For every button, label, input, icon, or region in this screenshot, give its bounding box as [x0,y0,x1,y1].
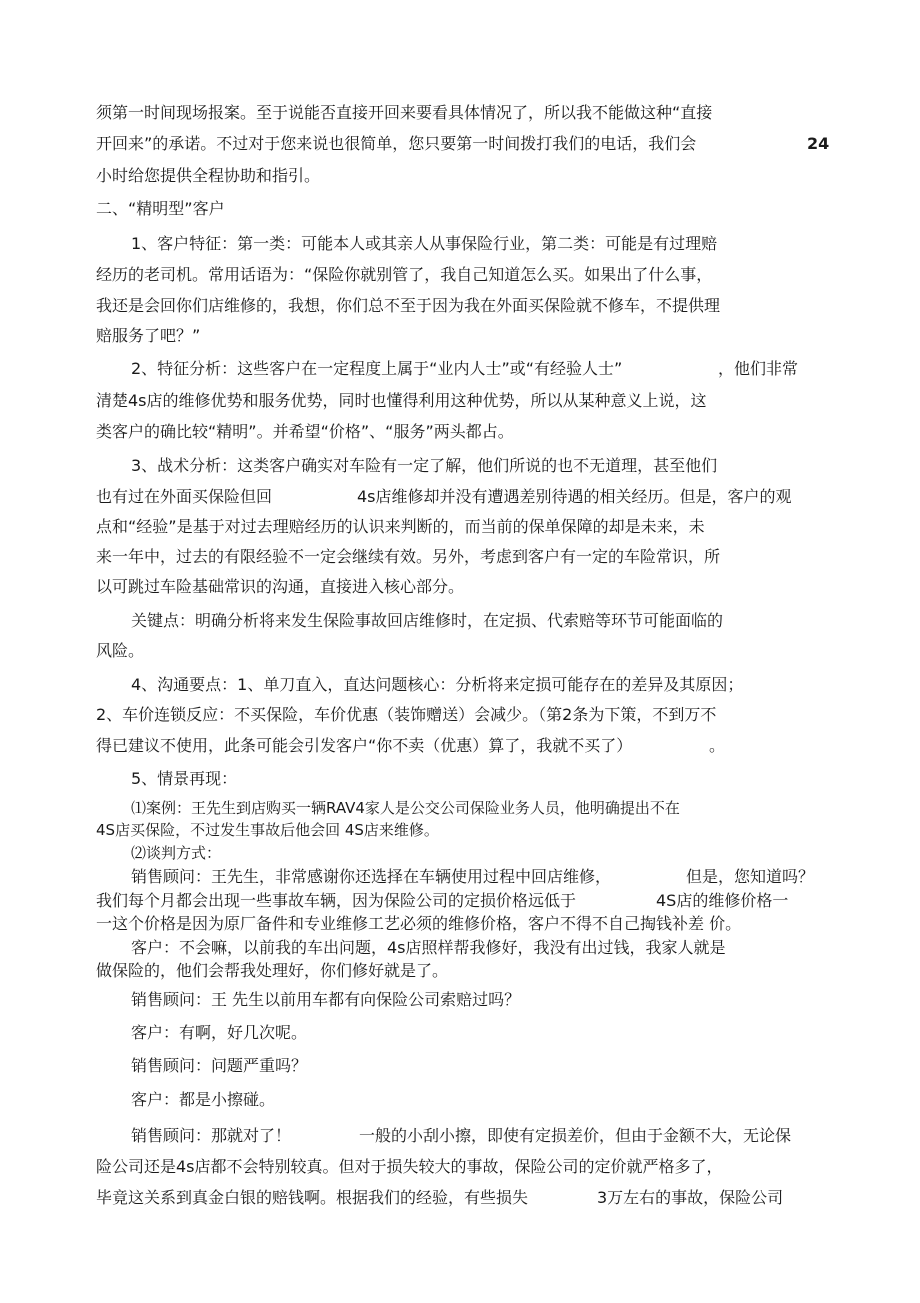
paragraph-line: 4s店维修却并没有遭遇差别待遇的相关经历。但是，客户的观 [357,487,792,506]
paragraph-line: 以可跳过车险基础常识的沟通，直接进入核心部分。 [96,577,465,596]
paragraph-line: 关键点：明确分析将来发生保险事故回店维修时，在定损、代索赔等环节可能面临的 [131,611,724,630]
paragraph-line: 但是，您知道吗？ [686,867,815,886]
paragraph-line: ⑴案例：王先生到店购买一辆RAV4家人是公交公司保险业务人员，他明确提出不在 [131,799,680,817]
paragraph-line: 毕竟这关系到真金白银的赔钱啊。根据我们的经验，有些损失 [96,1188,529,1207]
paragraph-line: 也有过在外面买保险但回 [96,487,273,506]
paragraph-line: 销售顾问：问题严重吗？ [131,1056,308,1075]
paragraph-line: 销售顾问：那就对了！ [131,1126,292,1145]
paragraph-line: 清楚4s店的维修优势和服务优势，同时也懂得利用这种优势，所以从某种意义上说，这 [96,391,707,410]
paragraph-line: 4S店买保险，不过发生事故后他会回 4S店来维修。 [96,821,439,839]
paragraph-line: 2、特征分析：这些客户在一定程度上属于“业内人士”或“有经验人士” [131,359,623,378]
paragraph-line: ⑵谈判方式： [131,844,222,862]
paragraph-line: 做保险的，他们会帮我处理好，你们修好就是了。 [96,961,449,980]
paragraph-line: 5、情景再现： [131,769,238,788]
paragraph-line: 24 [807,134,830,153]
paragraph-line: 1、客户特征：第一类：可能本人或其亲人从事保险行业，第二类：可能是有过理赔 [131,234,718,253]
paragraph-line: 4、沟通要点：1、单刀直入，直达问题核心：分析将来定损可能存在的差异及其原因； [131,675,744,694]
paragraph-line: 赔服务了吧？” [96,326,201,345]
paragraph-line: 客户：都是小擦碰。 [131,1090,276,1109]
paragraph-line: 3万左右的事故，保险公司 [597,1188,784,1207]
paragraph-line: 。 [709,736,726,755]
paragraph-line: 风险。 [96,641,145,660]
paragraph-line: 4S店的维修价格一 [656,891,789,910]
paragraph-line: ，他们非常 [718,359,799,378]
paragraph-line: 类客户的确比较“精明”。并希望“价格”、“服务”两头都占。 [96,422,514,441]
paragraph-line: 须第一时间现场报案。至于说能否直接开回来要看具体情况了，所以我不能做这种“直接 [96,103,713,122]
paragraph-line: 小时给您提供全程协助和指引。 [96,166,321,185]
paragraph-line: 客户：不会嘛，以前我的车出问题，4s店照样帮我修好，我没有出过钱，我家人就是 [131,938,726,957]
paragraph-line: 开回来”的承诺。不过对于您来说也很简单，您只要第一时间拨打我们的电话，我们会 [96,134,697,153]
paragraph-line: 点和“经验”是基于对过去理赔经历的认识来判断的，而当前的保单保障的却是未来，未 [96,517,705,536]
paragraph-line: 客户：有啊，好几次呢。 [131,1023,308,1042]
paragraph-line: 我们每个月都会出现一些事故车辆，因为保险公司的定损价格远低于 [96,891,577,910]
paragraph-line: 销售顾问：王 先生以前用车都有向保险公司索赔过吗？ [131,990,521,1009]
paragraph-line: 一般的小刮小擦，即使有定损差价，但由于金额不大，无论保 [359,1126,792,1145]
section-heading: 二、“精明型”客户 [96,199,225,218]
paragraph-line: 得已建议不使用，此条可能会引发客户“你不卖（优惠）算了，我就不买了） [96,736,633,755]
paragraph-line: 一这个价格是因为原厂备件和专业维修工艺必须的维修价格，客户不得不自己掏钱补差 价。 [96,914,742,933]
paragraph-line: 销售顾问：王先生，非常感谢你还选择在车辆使用过程中回店维修， [131,867,612,886]
paragraph-line: 来一年中，过去的有限经验不一定会继续有效。另外，考虑到客户有一定的车险常识，所 [96,547,721,566]
paragraph-line: 经历的老司机。常用话语为：“保险你就别管了，我自己知道怎么买。如果出了什么事， [96,265,713,284]
paragraph-line: 我还是会回你们店维修的，我想，你们总不至于因为我在外面买保险就不修车，不提供理 [96,296,721,315]
paragraph-line: 3、战术分析：这类客户确实对车险有一定了解，他们所说的也不无道理，甚至他们 [131,456,718,475]
paragraph-line: 险公司还是4s店都不会特别较真。但对于损失较大的事故，保险公司的定价就严格多了， [96,1157,723,1176]
paragraph-line: 2、车价连锁反应：不买保险，车价优惠（装饰赠送）会减少。（第2条为下策，不到万不 [96,705,717,724]
